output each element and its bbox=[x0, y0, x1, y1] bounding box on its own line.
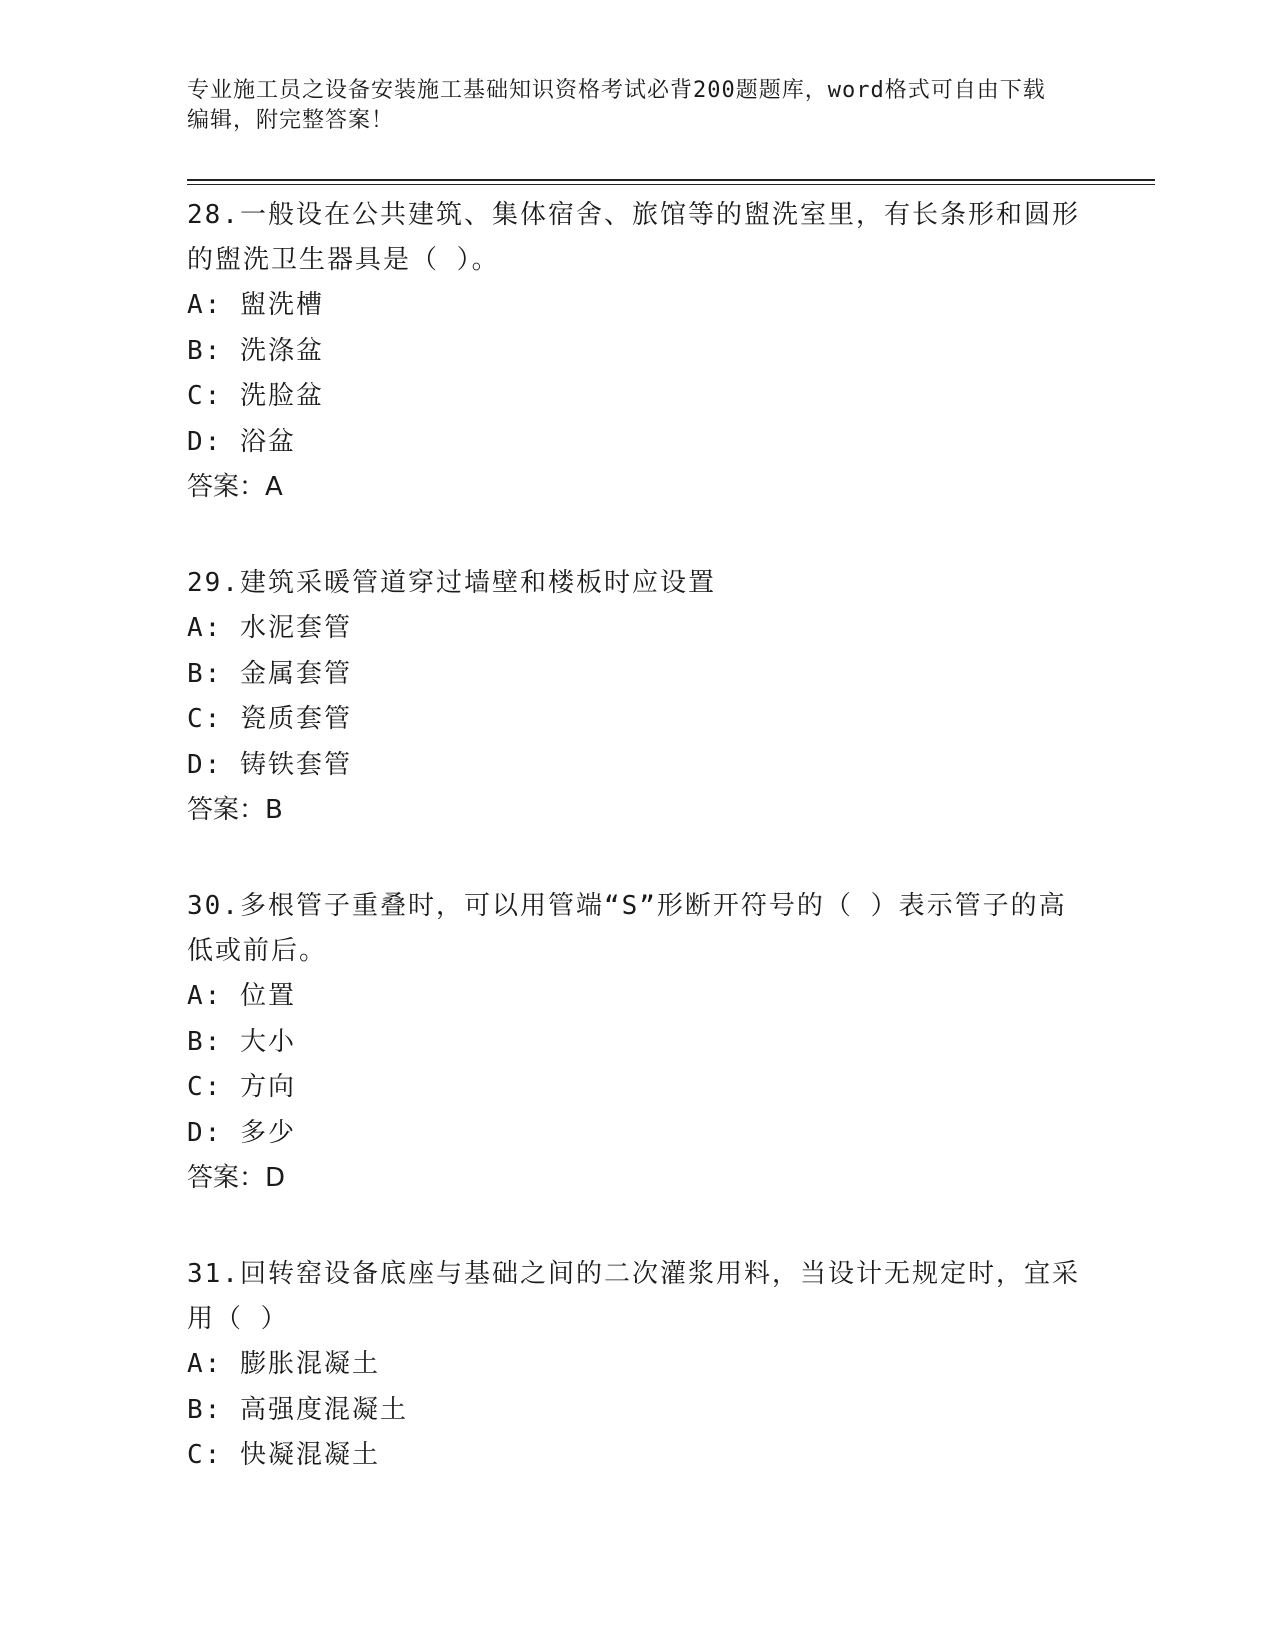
option-d: D: 铸铁套管 bbox=[187, 749, 352, 780]
option-c: C: 方向 bbox=[187, 1072, 296, 1102]
header-divider-thin bbox=[187, 184, 1155, 185]
option-c: C: 瓷质套管 bbox=[187, 704, 352, 734]
question-30 bbox=[187, 884, 1087, 1201]
option-c: C: 快凝混凝土 bbox=[187, 1440, 380, 1470]
question-31 bbox=[187, 1252, 1087, 1479]
option-d: D: 多少 bbox=[187, 1117, 296, 1148]
option-b: B: 高强度混凝土 bbox=[187, 1394, 408, 1425]
question-text: 30.多根管子重叠时，可以用管端“S”形断开符号的（ ）表示管子的高低或前后。 bbox=[187, 891, 1067, 966]
question-29 bbox=[187, 561, 1087, 833]
option-b: B: 金属套管 bbox=[187, 658, 352, 689]
question-list bbox=[187, 193, 1087, 1530]
document-header: 专业施工员之设备安装施工基础知识资格考试必背200题题库，word格式可自由下载编辑，附完整答案！ bbox=[187, 78, 1046, 133]
answer-text: 答案：B bbox=[187, 795, 283, 825]
option-a: A: 水泥套管 bbox=[187, 613, 352, 643]
option-a: A: 位置 bbox=[187, 981, 296, 1011]
question-text: 31.回转窑设备底座与基础之间的二次灌浆用料，当设计无规定时，宜采用（ ） bbox=[187, 1259, 1080, 1334]
option-c: C: 洗脸盆 bbox=[187, 381, 324, 411]
question-text: 28.一般设在公共建筑、集体宿舍、旅馆等的盥洗室里，有长条形和圆形的盥洗卫生器具是（ ）。 bbox=[187, 200, 1080, 275]
option-d: D: 浴盆 bbox=[187, 426, 296, 457]
question-28 bbox=[187, 193, 1087, 510]
answer-text: 答案：D bbox=[187, 1163, 286, 1193]
option-b: B: 洗涤盆 bbox=[187, 335, 324, 366]
option-a: A: 膨胀混凝土 bbox=[187, 1349, 380, 1379]
header-divider bbox=[187, 179, 1155, 181]
answer-text: 答案：A bbox=[187, 472, 283, 502]
question-text: 29.建筑采暖管道穿过墙壁和楼板时应设置 bbox=[187, 568, 716, 598]
option-b: B: 大小 bbox=[187, 1026, 296, 1057]
option-a: A: 盥洗槽 bbox=[187, 290, 324, 320]
